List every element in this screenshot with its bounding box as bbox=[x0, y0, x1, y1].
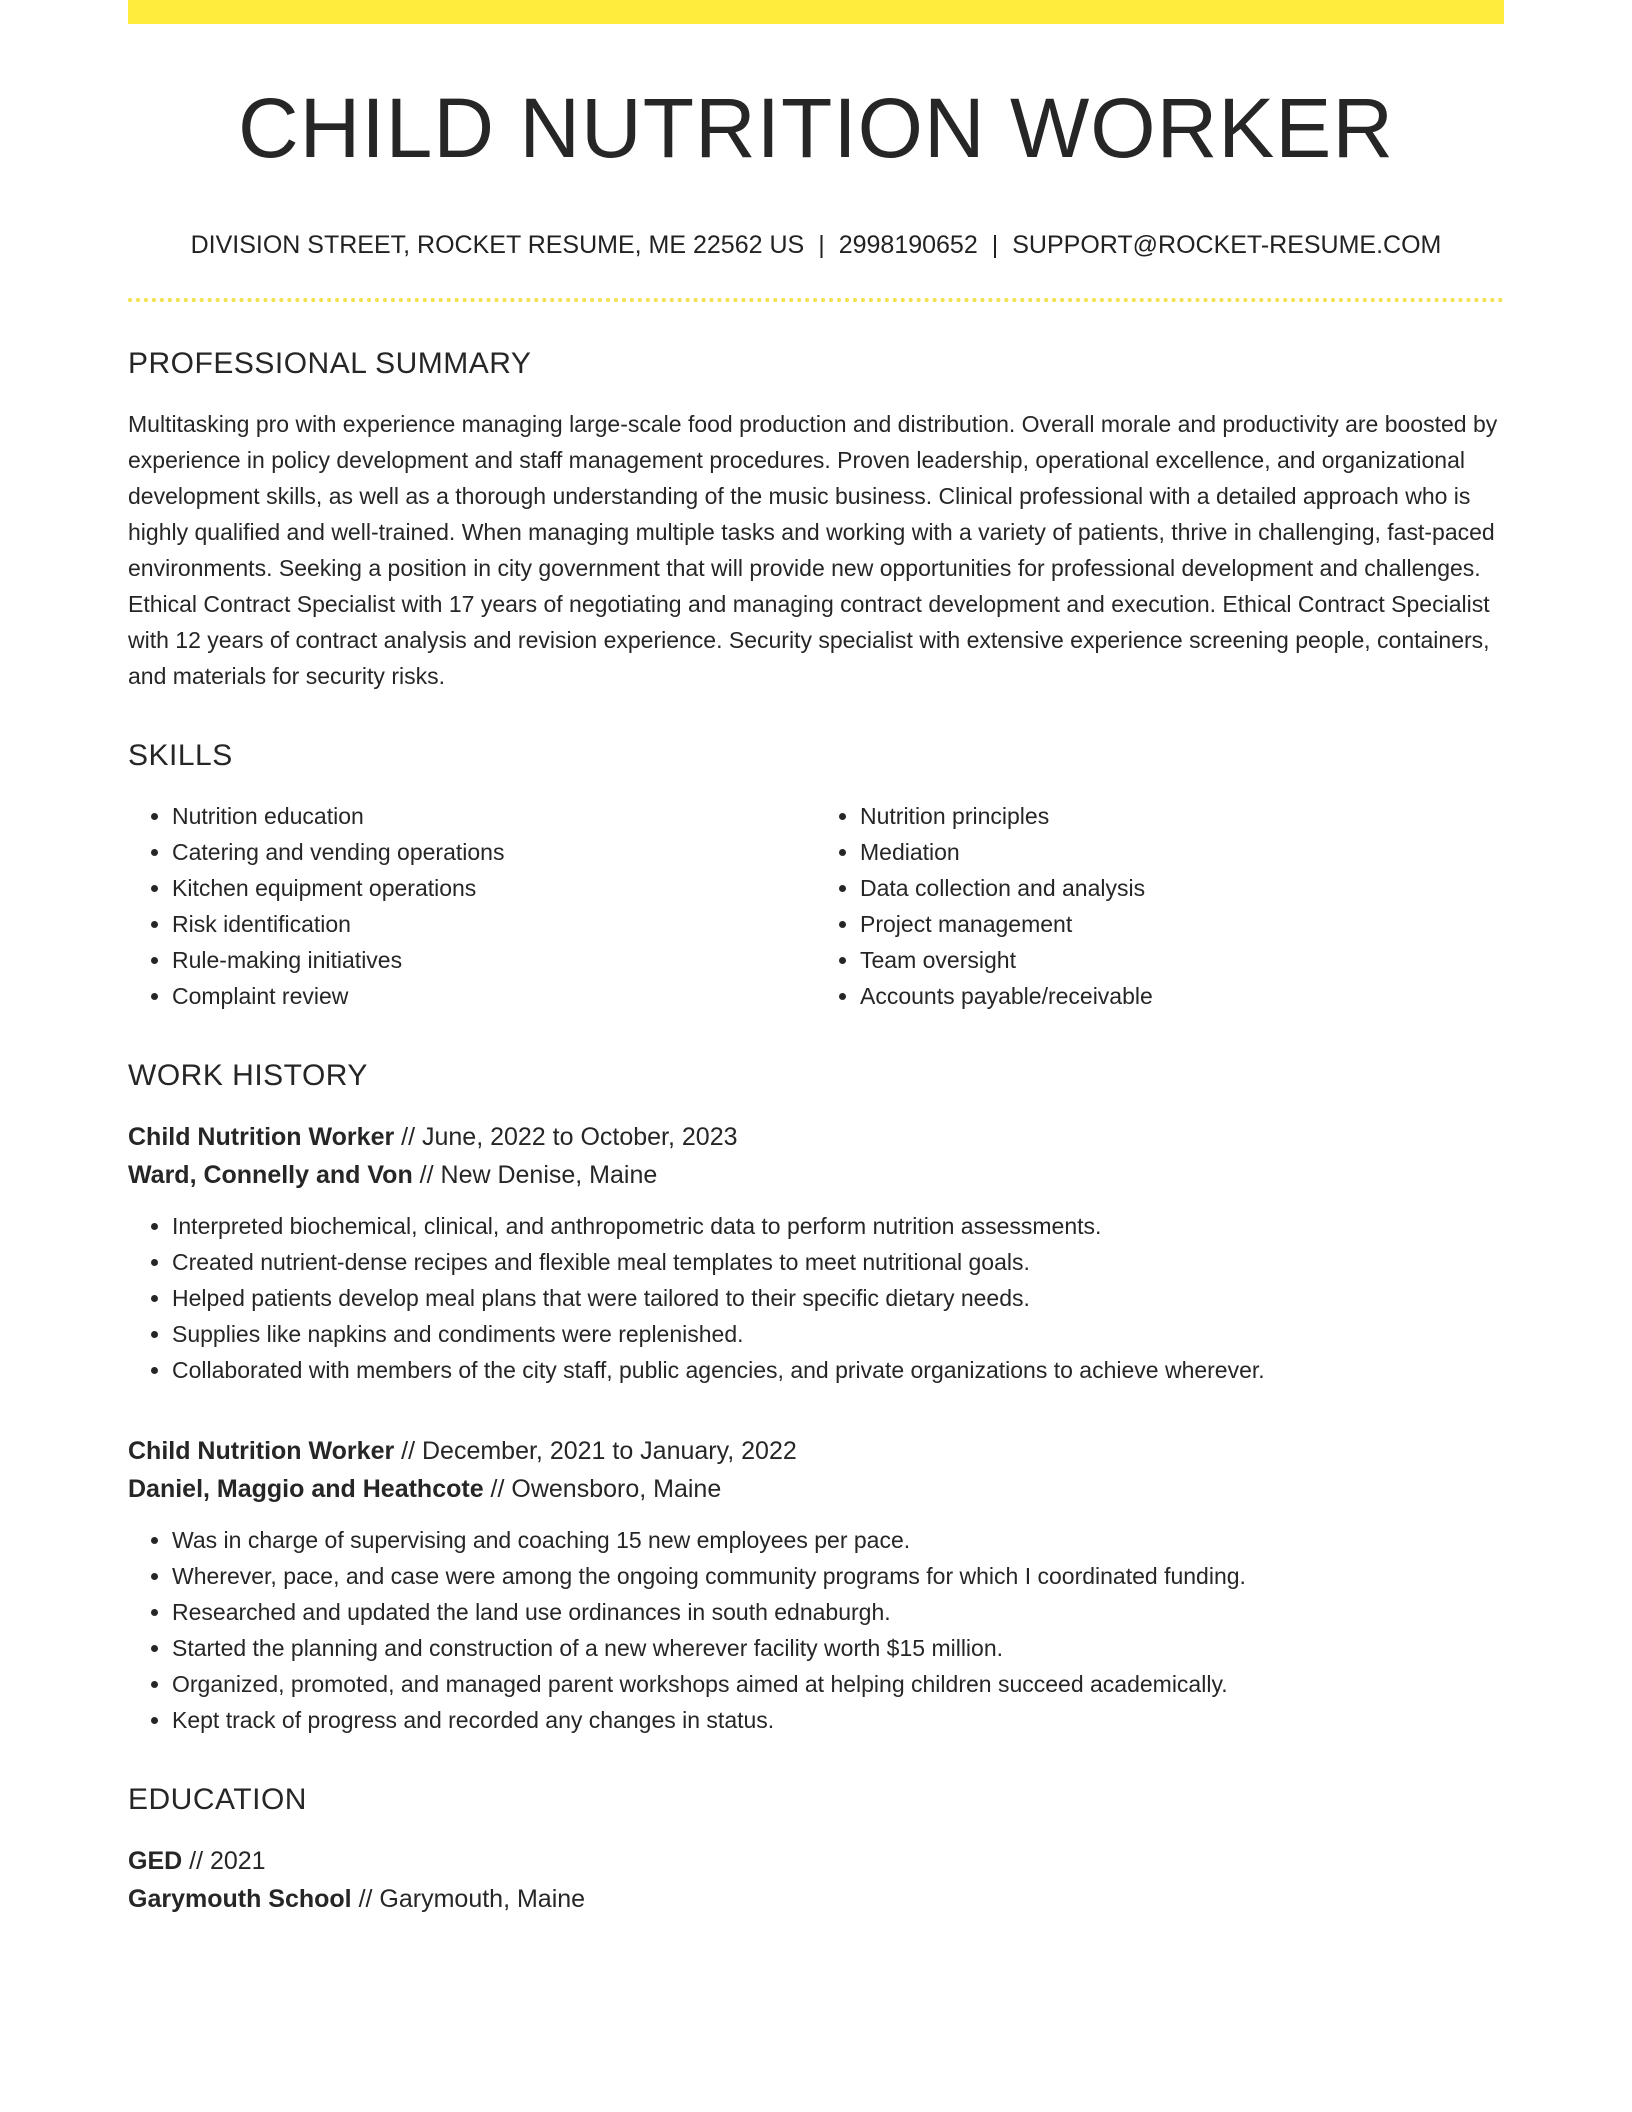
candidate-name: CHILD NUTRITION WORKER bbox=[238, 81, 1394, 175]
education-school-line bbox=[128, 1880, 1504, 1918]
job-bullet: • Researched and updated the land use ordinances in south ednaburgh. bbox=[172, 1594, 1504, 1630]
education-degree-line bbox=[128, 1842, 1504, 1880]
job-bullet: • Created nutrient-dense recipes and flexible meal templates to meet nutritional goals. bbox=[172, 1244, 1504, 1280]
contact-address: DIVISION STREET, ROCKET RESUME, ME 22562 US bbox=[190, 231, 805, 260]
skill-item: • Complaint review bbox=[172, 978, 816, 1014]
job-company-line bbox=[128, 1470, 1504, 1508]
job-entry bbox=[128, 1432, 1504, 1738]
education-year: // 2021 bbox=[182, 1847, 266, 1876]
job-bullet: • Supplies like napkins and condiments were replenished. bbox=[172, 1316, 1504, 1352]
skills-columns bbox=[128, 798, 1504, 1014]
contact-line bbox=[128, 230, 1504, 260]
skill-item: • Nutrition education bbox=[172, 798, 816, 834]
job-bullet: • Interpreted biochemical, clinical, and anthropometric data to perform nutrition assessments. bbox=[172, 1208, 1504, 1244]
job-role: Child Nutrition Worker bbox=[128, 1123, 395, 1152]
section-title-skills: SKILLS bbox=[128, 739, 233, 773]
education-section bbox=[128, 1782, 1504, 1918]
job-dates: // June, 2022 to October, 2023 bbox=[394, 1123, 738, 1152]
skills-list-left bbox=[128, 798, 816, 1014]
job-company: Ward, Connelly and Von bbox=[128, 1161, 413, 1190]
job-location: // New Denise, Maine bbox=[412, 1161, 658, 1190]
work-history-section bbox=[128, 1058, 1504, 1738]
job-dates: // December, 2021 to January, 2022 bbox=[394, 1437, 797, 1466]
job-title-line bbox=[128, 1432, 1504, 1470]
summary-text: Multitasking pro with experience managing large-scale food production and distribution. Overall morale and productivity are boosted by experience in policy development and staff management procedures. Proven leadership, operational excellence, and organizational development skills, as well as a thorough understanding of the music business. Clinical professional with a detailed approach who is highly qualified and well-trained. When managing multiple tasks and working with a variety of patients, thrive in challenging, fast-paced environments. Seeking a position in city government that will provide new opportunities for professional development and challenges. Ethical Contract Specialist with 17 years of negotiating and managing contract development and execution. Ethical Contract Specialist with 12 years of contract analysis and revision experience. Security specialist with extensive experience screening people, containers, and materials for security risks. bbox=[128, 411, 1498, 690]
professional-summary-section bbox=[128, 346, 1504, 694]
contact-phone: 2998190652 bbox=[838, 231, 978, 260]
skill-item: • Kitchen equipment operations bbox=[172, 870, 816, 906]
skill-item: • Mediation bbox=[860, 834, 1504, 870]
skill-item: • Team oversight bbox=[860, 942, 1504, 978]
job-bullet: • Kept track of progress and recorded any changes in status. bbox=[172, 1702, 1504, 1738]
section-title-work: WORK HISTORY bbox=[128, 1059, 368, 1093]
contact-email: SUPPORT@ROCKET-RESUME.COM bbox=[1012, 231, 1442, 260]
skill-item: • Project management bbox=[860, 906, 1504, 942]
job-company-line bbox=[128, 1156, 1504, 1194]
skills-list-right bbox=[816, 798, 1504, 1014]
job-title-line bbox=[128, 1118, 1504, 1156]
job-entry bbox=[128, 1118, 1504, 1388]
education-location: // Garymouth, Maine bbox=[351, 1885, 586, 1914]
job-bullets bbox=[128, 1522, 1504, 1738]
contact-separator: | bbox=[818, 231, 825, 260]
job-bullet: • Started the planning and construction of a new wherever facility worth $15 million. bbox=[172, 1630, 1504, 1666]
skill-item: • Nutrition principles bbox=[860, 798, 1504, 834]
contact-separator: | bbox=[991, 231, 999, 260]
job-bullets bbox=[128, 1208, 1504, 1388]
education-degree: GED bbox=[128, 1847, 183, 1876]
skill-item: • Catering and vending operations bbox=[172, 834, 816, 870]
accent-bar bbox=[128, 0, 1504, 24]
job-bullet: • Was in charge of supervising and coaching 15 new employees per pace. bbox=[172, 1522, 1504, 1558]
job-location: // Owensboro, Maine bbox=[483, 1475, 722, 1504]
skill-item: • Rule-making initiatives bbox=[172, 942, 816, 978]
job-bullet: • Helped patients develop meal plans that were tailored to their specific dietary needs. bbox=[172, 1280, 1504, 1316]
dotted-divider bbox=[128, 298, 1504, 302]
job-company: Daniel, Maggio and Heathcote bbox=[128, 1475, 484, 1504]
skills-section bbox=[128, 738, 1504, 1014]
education-school: Garymouth School bbox=[128, 1885, 352, 1914]
education-entry bbox=[128, 1842, 1504, 1918]
section-title-education: EDUCATION bbox=[128, 1783, 307, 1817]
skill-item: • Accounts payable/receivable bbox=[860, 978, 1504, 1014]
job-bullet: • Wherever, pace, and case were among the ongoing community programs for which I coordinated funding. bbox=[172, 1558, 1504, 1594]
job-bullet: • Collaborated with members of the city staff, public agencies, and private organizations to achieve wherever. bbox=[172, 1352, 1504, 1388]
job-role: Child Nutrition Worker bbox=[128, 1437, 395, 1466]
skill-item: • Data collection and analysis bbox=[860, 870, 1504, 906]
section-title-summary: PROFESSIONAL SUMMARY bbox=[128, 347, 532, 381]
job-bullet: • Organized, promoted, and managed parent workshops aimed at helping children succeed academically. bbox=[172, 1666, 1504, 1702]
skill-item: • Risk identification bbox=[172, 906, 816, 942]
